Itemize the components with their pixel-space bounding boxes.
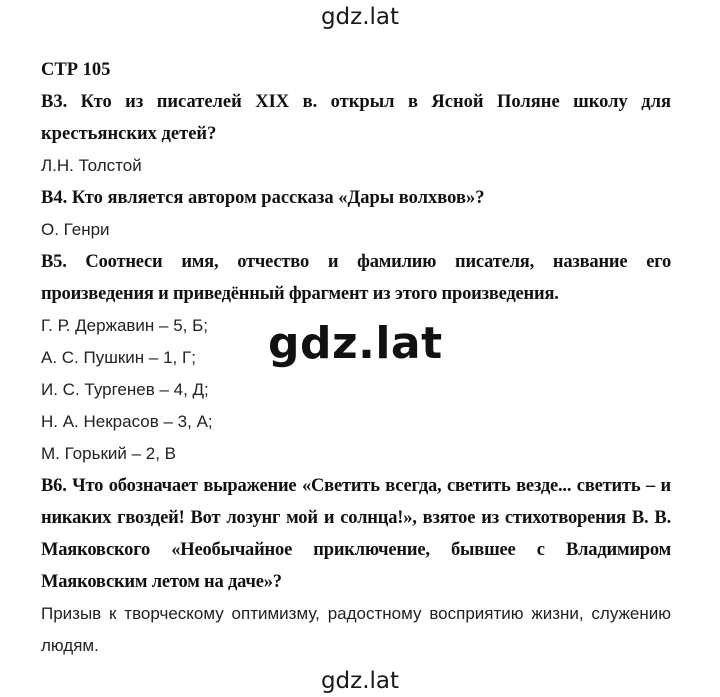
question-b6: В6. Что обозначает выражение «Светить всегда, светить везде... светить – и никаких гвоздей! Вот лозунг мой и солнца!», взятое из стихотворения В. В. Маяковского «Необычайное приключение, бывшее с Владимиром Маяковским летом на даче»? [41, 476, 671, 592]
question-b3: В3. Кто из писателей XIX в. открыл в Ясной Поляне школу для крестьянских детей? [41, 92, 671, 144]
watermark-top: gdz.lat [320, 4, 400, 30]
watermark-center: gdz.lat [268, 318, 443, 369]
answer-b5-item: И. С. Тургенев – 4, Д; [41, 380, 209, 399]
watermark-bottom: gdz.lat [320, 668, 400, 694]
answer-b3: Л.Н. Толстой [41, 156, 142, 175]
question-b4: В4. Кто является автором рассказа «Дары волхвов»? [41, 188, 485, 208]
question-b5: В5. Соотнеси имя, отчество и фамилию писателя, название его произведения и приведённый фрагмент из этого произведения. [41, 252, 671, 304]
answer-b5-item: А. С. Пушкин – 1, Г; [41, 348, 196, 367]
answer-b4: О. Генри [41, 220, 110, 239]
answer-b6: Призыв к творческому оптимизму, радостному восприятию жизни, служению людям. [41, 604, 671, 655]
answer-b5-item: Г. Р. Державин – 5, Б; [41, 316, 208, 335]
page-heading: СТР 105 [41, 60, 111, 80]
answer-b5-item: М. Горький – 2, В [41, 444, 177, 463]
answer-b5-item: Н. А. Некрасов – 3, А; [41, 412, 213, 431]
